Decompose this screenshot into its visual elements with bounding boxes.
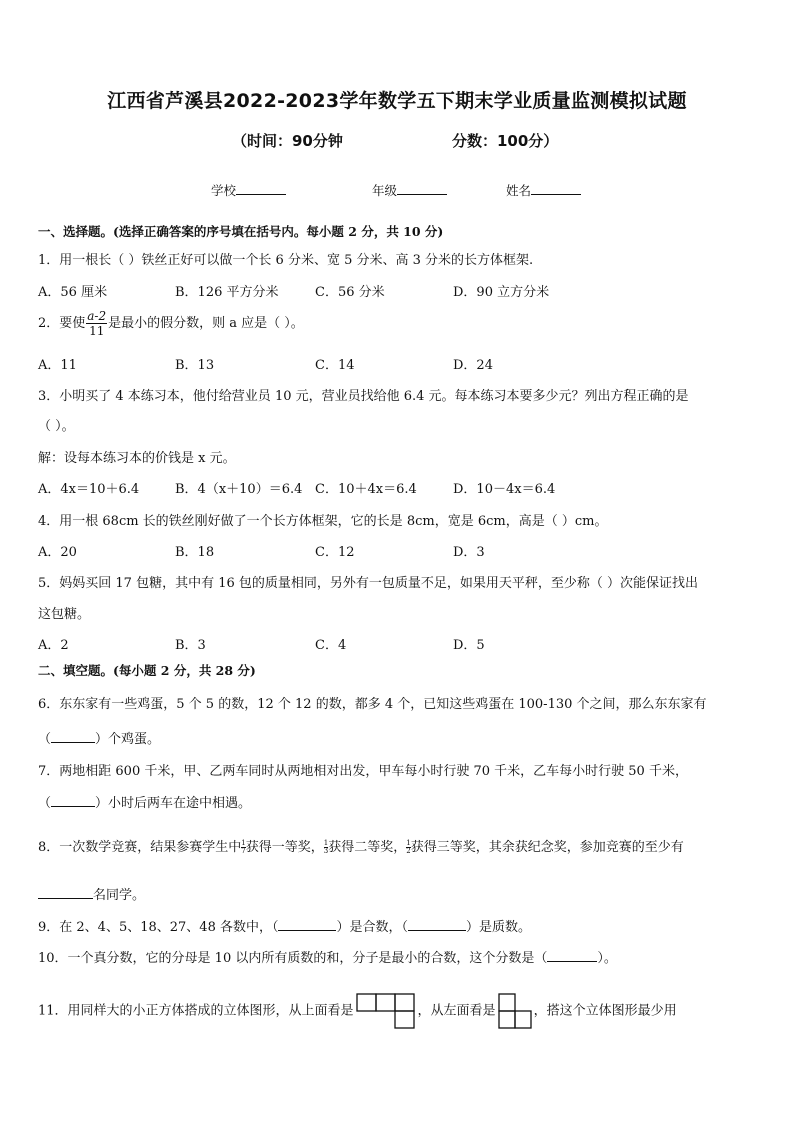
q9-prefix: 9．在 2、4、5、18、27、48 各数中，（ — [38, 920, 279, 935]
exam-score: 分数：100分） — [452, 132, 559, 150]
q2-frac-den: 11 — [89, 324, 105, 338]
q2-option-a[interactable]: A．11 — [38, 358, 77, 373]
question-7-line2 — [38, 792, 251, 811]
school-blank[interactable] — [236, 182, 286, 195]
grade-field — [372, 181, 447, 199]
question-4: 4．用一根 68cm 长的铁丝刚好做了一个长方体框架，它的长是 8cm，宽是 6cm，高是（ ）cm。 — [38, 514, 608, 529]
q2-option-d[interactable]: D．24 — [453, 358, 493, 373]
question-6-line1: 6．东东家有一些鸡蛋，5 个 5 的数，12 个 12 的数，都多 4 个，已知这些鸡蛋在 100-130 个之间，那么东东家有 — [38, 697, 707, 712]
q8-f2-den: 3 — [323, 847, 329, 855]
name-label: 姓名 — [506, 183, 532, 198]
question-3-line2: （ ）。 — [38, 419, 75, 434]
q6-suffix: ）个鸡蛋。 — [95, 732, 161, 747]
q8-f2-num: 1 — [323, 839, 329, 847]
q9-suffix: ）是质数。 — [466, 920, 532, 935]
q6-answer-blank[interactable] — [51, 730, 95, 743]
section2-heading: 二、填空题。(每小题 2 分，共 28 分) — [38, 663, 256, 678]
q1-option-b[interactable]: B．126 平方分米 — [175, 285, 279, 300]
q4-option-c[interactable]: C．12 — [315, 545, 355, 560]
school-field — [211, 181, 286, 199]
q8-part2: 获得一等奖， — [245, 840, 324, 855]
q3-option-d[interactable]: D．10－4x＝6.4 — [453, 482, 556, 497]
q2-frac-num: a-2 — [87, 309, 107, 323]
q2-option-b[interactable]: B．13 — [175, 358, 215, 373]
q8-f3-den: 2 — [406, 847, 411, 855]
q8-f3-num: 1 — [406, 839, 411, 847]
q9-prime-blank[interactable] — [408, 918, 466, 931]
q8-suffix: 名同学。 — [93, 888, 146, 903]
q4-option-d[interactable]: D．3 — [453, 545, 485, 560]
q7-open-paren: （ — [38, 796, 52, 811]
q5-option-c[interactable]: C．4 — [315, 638, 347, 653]
q8-part4: 获得三等奖，其余获纪念奖，参加竞赛的至少有 — [410, 840, 684, 855]
q8-answer-blank[interactable] — [38, 886, 93, 899]
q1-option-d[interactable]: D．90 立方分米 — [453, 285, 550, 300]
left-view-figure — [498, 993, 532, 1029]
question-8-line2 — [38, 884, 145, 903]
page-title: 江西省芦溪县2022-2023学年数学五下期末学业质量监测模拟试题 — [107, 90, 687, 112]
question-1: 1．用一根长（ ）铁丝正好可以做一个长 6 分米、宽 5 分米、高 3 分米的长方体框架. — [38, 253, 534, 268]
question-3-line1: 3．小明买了 4 本练习本，他付给营业员 10 元，营业员找给他 6.4 元。每本练习本要多少元？列出方程正确的是 — [38, 389, 689, 404]
q4-option-b[interactable]: B．18 — [175, 545, 215, 560]
question-10 — [38, 947, 617, 966]
question-2 — [38, 309, 304, 338]
q9-middle: ）是合数，（ — [336, 920, 408, 935]
q3-option-a[interactable]: A．4x＝10＋6.4 — [38, 482, 140, 497]
q2-suffix: 是最小的假分数，则 a 应是（ ）。 — [108, 316, 304, 331]
q3-option-c[interactable]: C．10＋4x＝6.4 — [315, 482, 417, 497]
q11-prefix: 11．用同样大的小正方体搭成的立体图形，从上面看是 — [38, 1003, 354, 1019]
question-9 — [38, 916, 531, 935]
question-7-line1: 7．两地相距 600 千米，甲、乙两车同时从两地相对出发，甲车每小时行驶 70 千米，乙车每小时行驶 50 千米， — [38, 764, 688, 779]
q11-middle: ，从左面看是 — [417, 1003, 496, 1019]
q8-part1: 8．一次数学竞赛，结果参赛学生中 — [38, 840, 242, 855]
grade-blank[interactable] — [397, 182, 447, 195]
q2-option-c[interactable]: C．14 — [315, 358, 355, 373]
q8-f1-den: 7 — [241, 847, 246, 855]
school-label: 学校 — [211, 183, 237, 198]
q3-option-b[interactable]: B．4（x＋10）＝6.4 — [175, 482, 303, 497]
q11-suffix: ，搭这个立体图形最少用 — [533, 1003, 677, 1019]
q7-answer-blank[interactable] — [51, 794, 95, 807]
q5-option-d[interactable]: D．5 — [453, 638, 485, 653]
q3-solution: 解：设每本练习本的价钱是 x 元。 — [38, 451, 236, 466]
name-blank[interactable] — [531, 182, 581, 195]
q5-option-b[interactable]: B．3 — [175, 638, 206, 653]
q8-f1-num: 1 — [241, 839, 246, 847]
question-5-line1: 5．妈妈买回 17 包糖，其中有 16 包的质量相同，另外有一包质量不足，如果用天平秤，至少称（ ）次能保证找出 — [38, 576, 699, 591]
exam-time: （时间：90分钟 — [232, 132, 343, 150]
q10-suffix: ）。 — [597, 951, 617, 966]
q1-option-c[interactable]: C．56 分米 — [315, 285, 385, 300]
q8-part3: 获得二等奖， — [328, 840, 407, 855]
grade-label: 年级 — [372, 183, 398, 198]
question-11 — [38, 993, 677, 1029]
name-field — [506, 181, 581, 199]
question-8-line1 — [38, 836, 684, 855]
q9-composite-blank[interactable] — [278, 918, 336, 931]
q4-option-a[interactable]: A．20 — [38, 545, 77, 560]
question-5-line2: 这包糖。 — [38, 607, 91, 622]
question-6-line2 — [38, 728, 160, 747]
q2-fraction — [86, 309, 107, 338]
q10-answer-blank[interactable] — [547, 949, 597, 962]
q5-option-a[interactable]: A．2 — [38, 638, 69, 653]
q1-option-a[interactable]: A．56 厘米 — [38, 285, 108, 300]
section1-heading: 一、选择题。(选择正确答案的序号填在括号内。每小题 2 分，共 10 分) — [38, 224, 444, 239]
q2-prefix: 2．要使 — [38, 316, 86, 331]
q7-suffix: ）小时后两车在途中相遇。 — [95, 796, 252, 811]
top-view-figure — [356, 993, 416, 1029]
q10-prefix: 10．一个真分数，它的分母是 10 以内所有质数的和，分子是最小的合数，这个分数是（ — [38, 951, 548, 966]
q6-open-paren: （ — [38, 732, 52, 747]
